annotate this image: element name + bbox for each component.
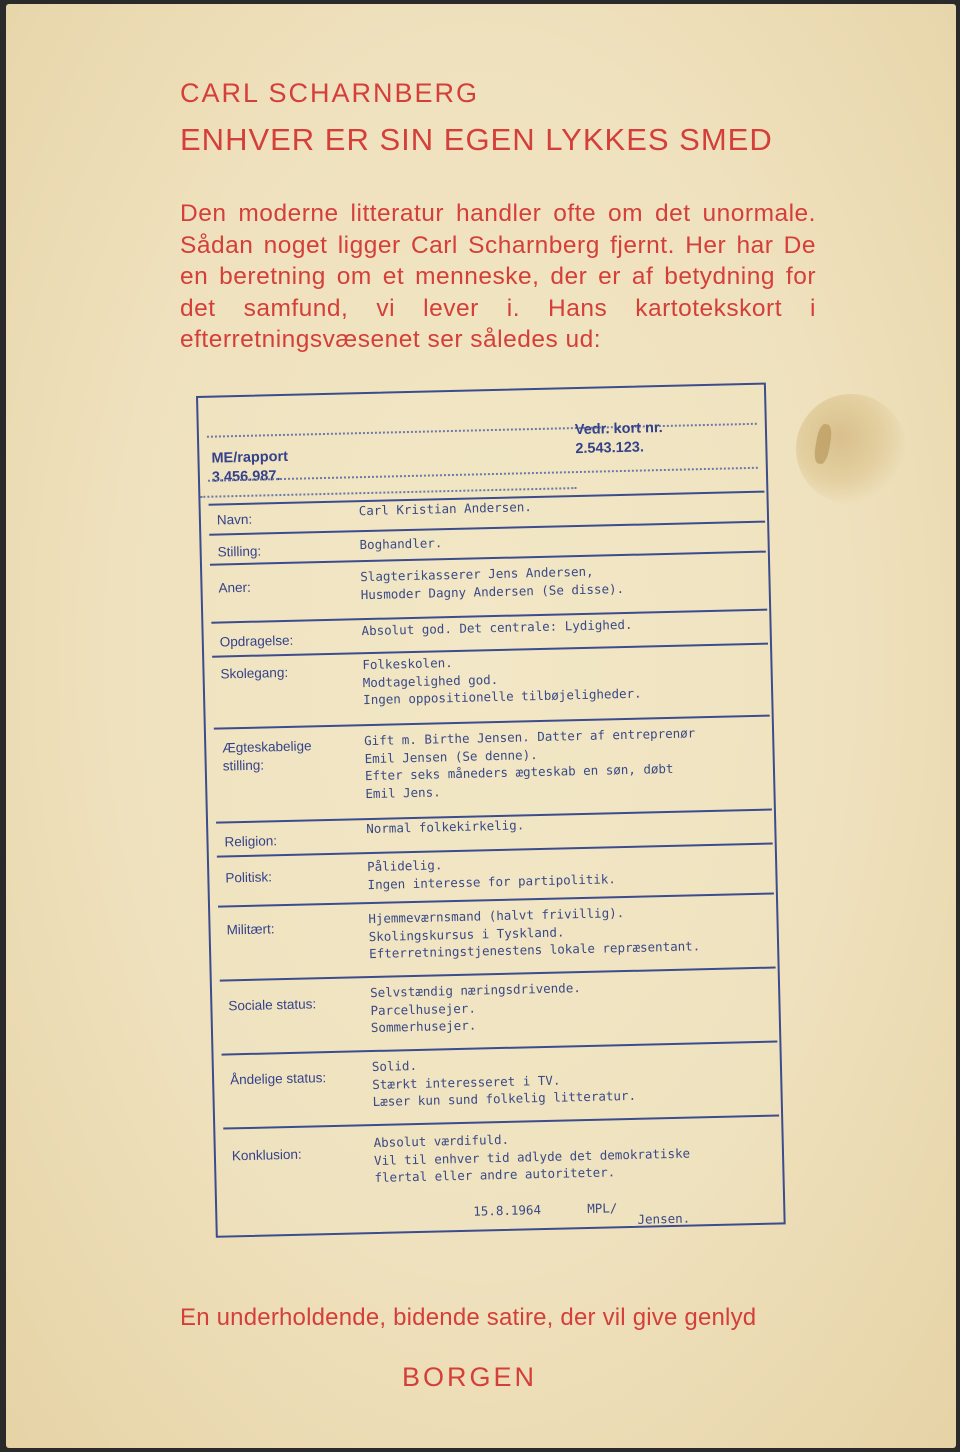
- row-value: Boghandler.: [359, 535, 443, 553]
- index-card: [196, 383, 786, 1238]
- row-value: Slagterikasserer Jens Andersen, Husmoder Dagny Andersen (Se disse).: [360, 563, 625, 602]
- row-label: Opdragelse:: [219, 632, 294, 650]
- row-value: Carl Kristian Andersen.: [358, 499, 532, 519]
- vedr-card-label: Vedr. kort nr.: [574, 420, 663, 439]
- card-header: [198, 385, 766, 486]
- card-row-sociale-status: [220, 967, 778, 1054]
- row-value: Absolut god. Det centrale: Lydighed.: [361, 616, 633, 639]
- row-value: Selvstændig næringsdrivende. Parcelhusejer. Sommerhusejer.: [369, 980, 581, 1036]
- row-label: Ægteskabelige stilling:: [222, 738, 312, 774]
- row-value: Absolut værdifuld. Vil til enhver tid adlyde det demokratiske flertal eller andre autoriteter.: [373, 1131, 691, 1186]
- card-date: 15.8.1964: [473, 1202, 542, 1219]
- row-label: Politisk:: [225, 869, 273, 886]
- row-label: Aner:: [218, 579, 251, 596]
- card-row-aegteskabelige: [214, 715, 772, 822]
- book-title: ENHVER ER SIN EGEN LYKKES SMED: [180, 122, 773, 157]
- tagline: En underholdende, bidende satire, der vil give genlyd: [180, 1304, 757, 1331]
- me-report-label: ME/rapport: [211, 448, 289, 467]
- index-card-wrapper: [196, 382, 806, 1254]
- publisher-name: BORGEN: [402, 1362, 538, 1392]
- stain: [796, 394, 906, 504]
- me-report-number: 3.456.987.: [211, 468, 281, 486]
- row-value: Hjemmeværnsmand (halvt frivillig). Skolingskursus i Tyskland. Efterretningstjenestens lokale repræsentant.: [368, 905, 701, 962]
- vedr-card: [575, 419, 664, 459]
- author-name: CARL SCHARNBERG: [180, 78, 480, 108]
- row-value: Folkeskolen. Modtagelighed god. Ingen oppositionelle tilbøjeligheder.: [362, 655, 642, 708]
- row-label: Sociale status:: [228, 996, 317, 1014]
- row-value: Gift m. Birthe Jensen. Datter af entreprenør Emil Jensen (Se denne). Efter seks måneders ægteskab en søn, døbt Emil Jens.: [363, 725, 696, 801]
- card-signature: Jensen.: [637, 1210, 691, 1227]
- dotted-line: [207, 423, 757, 438]
- card-row-skolegang: [212, 643, 770, 728]
- row-label: Stilling:: [217, 543, 262, 560]
- blurb-text: Den moderne litteratur handler ofte om det unormale. Sådan noget ligger Carl Scharnberg fjernt. Her har De en beretning om et menneske, der er af betydning for det samfund, vi lever i. Hans kartotekskort i efterretningsvæsenet ser således ud:: [180, 200, 816, 353]
- card-rows: [209, 491, 782, 1248]
- card-mpl: MPL/: [587, 1200, 618, 1217]
- row-label: Konklusion:: [231, 1146, 302, 1164]
- row-label: Militært:: [226, 921, 275, 938]
- row-value: Pålidelig. Ingen interesse for partipolitik.: [366, 857, 617, 892]
- row-value: Normal folkekirkelig.: [366, 817, 525, 837]
- me-report: [211, 448, 288, 488]
- card-row-konklusion: [223, 1114, 781, 1201]
- row-label: Åndelige status:: [229, 1070, 327, 1088]
- row-value: Solid. Stærkt interesseret i TV. Læser kun sund folkelig litteratur.: [371, 1057, 637, 1110]
- row-label: Religion:: [224, 833, 278, 850]
- row-label: Navn:: [216, 511, 253, 528]
- row-label: Skolegang:: [220, 664, 289, 682]
- card-row-andelige-status: [221, 1040, 779, 1127]
- dotted-line: [208, 467, 758, 482]
- vedr-card-number: 2.543.123.: [575, 439, 645, 458]
- book-back-cover: [6, 4, 956, 1448]
- card-row-militaert: [218, 893, 776, 980]
